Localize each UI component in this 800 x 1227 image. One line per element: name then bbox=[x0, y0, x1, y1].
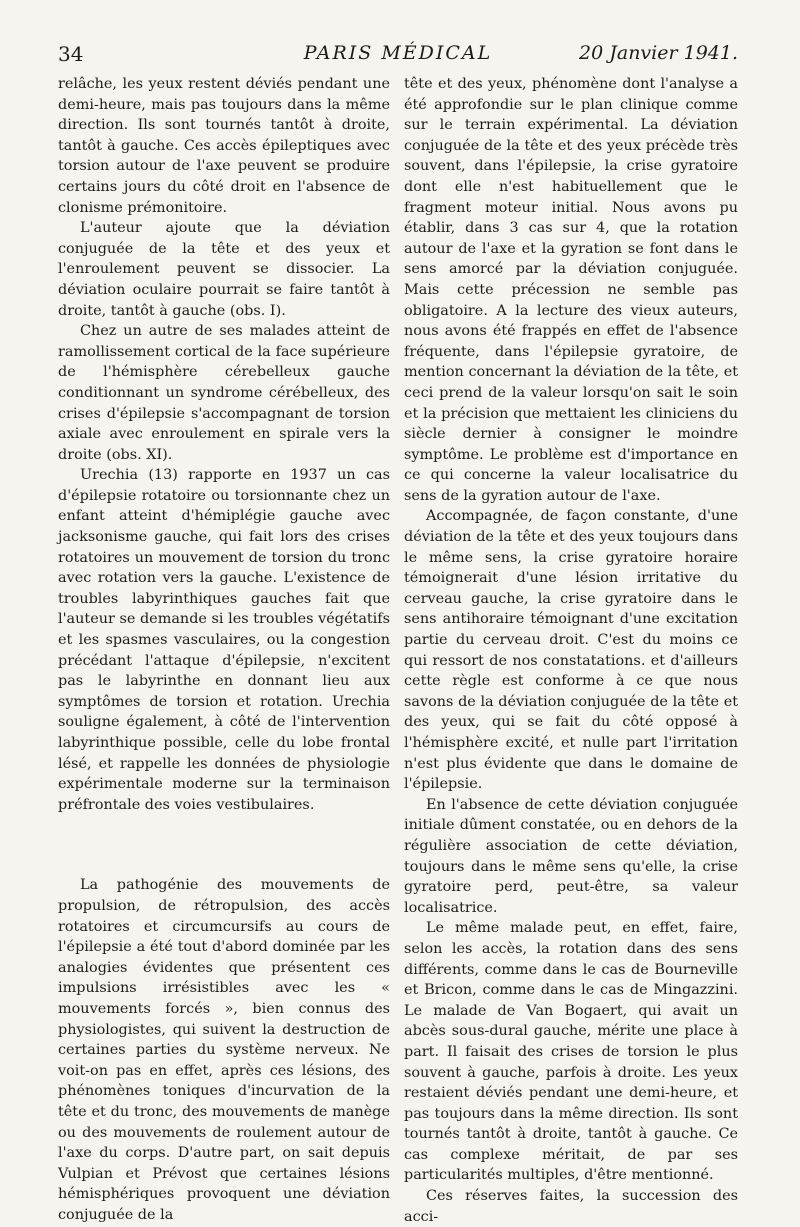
paragraph: relâche, les yeux restent déviés pendant une demi-heure, mais pas toujours dans la même direction. Ils sont tournés tantôt à droite, tantôt à gauche. Ces accès épileptiques avec torsion autour de l'axe peuvent se produire certains jours du côté droit en l'absence de clonisme prémonitoire. bbox=[58, 76, 390, 216]
paragraph: En l'absence de cette déviation conjuguée initiale dûment constatée, ou en dehors de la régulière association de cette déviation, toujours dans le même sens qu'elle, la crise gyratoire perd, peut-être, sa valeur localisatrice. bbox=[404, 796, 738, 916]
paragraph: Ces réserves faites, la succession des acci- bbox=[404, 1188, 738, 1225]
page-number: 34 bbox=[58, 42, 84, 66]
paragraph: tête et des yeux, phénomène dont l'analyse a été approfondie sur le plan clinique comme sur le terrain expérimental. La déviation conjuguée de la tête et des yeux précède très souvent, dans l'épilepsie, la crise gyratoire dont elle n'est habituellement que le fragment moteur initial. Nous avons pu établir, dans 3 cas sur 4, que la rotation autour de l'axe et la gyration se font dans le sens amorcé par la déviation conjuguée. Mais cette précession ne semble pas obligatoire. A la lecture des vieux auteurs, nous avons été frappés en effet de l'absence fréquente, dans l'épilepsie gyratoire, de mention concernant la déviation de la tête, et ceci prend de la valeur lorsqu'on sait le soin et la précision que mettaient les cliniciens du siècle dernier à consigner le moindre symptôme. Le problème est d'importance en ce qui concerne la valeur localisatrice du sens de la gyration autour de l'axe. bbox=[404, 76, 738, 504]
paragraph: Accompagnée, de façon constante, d'une déviation de la tête et des yeux toujours dans le même sens, la crise gyratoire horaire témoignerait d'une lésion irritative du cerveau gauche, la crise gyratoire dans le sens antihoraire témoignant d'une excitation partie du cerveau droit. C'est du moins ce qui ressort de nos constatations. et d'ailleurs cette règle est conforme à ce que nous savons de la déviation conjuguée de la tête et des yeux, qui se fait du côté opposé à l'hémisphère excité, et nulle part l'irritation n'est plus évidente que dans le domaine de l'épilepsie. bbox=[404, 508, 738, 793]
journal-title: PARIS MÉDICAL bbox=[303, 42, 493, 64]
page-header bbox=[58, 42, 738, 72]
paragraph: Le même malade peut, en effet, faire, selon les accès, la rotation dans des sens différents, comme dans le cas de Bourneville et Bricon, comme dans le cas de Mingazzini. Le malade de Van Bogaert, qui avait un abcès sous-dural gauche, mérite une place à part. Il faisait des crises de torsion le plus souvent à gauche, parfois à droite. Les yeux restaient déviés pendant une demi-heure, et pas toujours dans la même direction. Ils sont tournés tantôt à droite, tantôt à gauche. Ce cas complexe méritait, de par ses particularités multiples, d'être mentionné. bbox=[404, 920, 738, 1184]
left-column bbox=[58, 74, 390, 1225]
paragraph: L'auteur ajoute que la déviation conjuguée de la tête et des yeux et l'enroulement peuvent se dissocier. La déviation oculaire pourrait se faire tantôt à droite, tantôt à gauche (obs. I). bbox=[58, 220, 390, 319]
paragraph: Urechia (13) rapporte en 1937 un cas d'épilepsie rotatoire ou torsionnante chez un enfant atteint d'hémiplégie gauche avec jacksonisme gauche, qui fait lors des crises rotatoires un mouvement de torsion du tronc avec rotation vers la gauche. L'existence de troubles labyrinthiques gauches fait que l'auteur se demande si les troubles végétatifs et les spasmes vasculaires, ou la congestion précédant l'attaque d'épilepsie, n'excitent pas le labyrinthe en donnant lieu aux symptômes de torsion et rotation. Urechia souligne également, à côté de l'intervention labyrinthique possible, celle du lobe frontal lésé, et rappelle les données de physiologie expérimentale moderne sur la terminaison préfrontale des voies vestibulaires. bbox=[58, 467, 390, 813]
paragraph: La pathogénie des mouvements de propulsion, de rétropulsion, des accès rotatoires et circumcursifs au cours de l'épilepsie a été tout d'abord dominée par les analogies évidentes que présentent ces impulsions irrésistibles avec les « mouvements forcés », bien connus des physiologistes, qui suivent la destruction de certaines parties du système nerveux. Ne voit-on pas en effet, après ces lésions, des phénomènes toniques d'incurvation de la tête et du tronc, des mouvements de manège ou des mouvements de roulement autour de l'axe du corps. D'autre part, on sait depuis Vulpian et Prévost que certaines lésions hémisphériques provoquent une déviation conjuguée de la bbox=[58, 877, 390, 1223]
paragraph: Chez un autre de ses malades atteint de ramollissement cortical de la face supérieure de l'hémisphère cérebelleux gauche conditionnant un syndrome cérébelleux, des crises d'épilepsie s'accompagnant de torsion axiale avec enroulement en spirale vers la droite (obs. XI). bbox=[58, 323, 390, 463]
section-break bbox=[58, 815, 390, 875]
issue-date: 20 Janvier 1941. bbox=[579, 42, 738, 64]
right-column bbox=[404, 74, 738, 1227]
